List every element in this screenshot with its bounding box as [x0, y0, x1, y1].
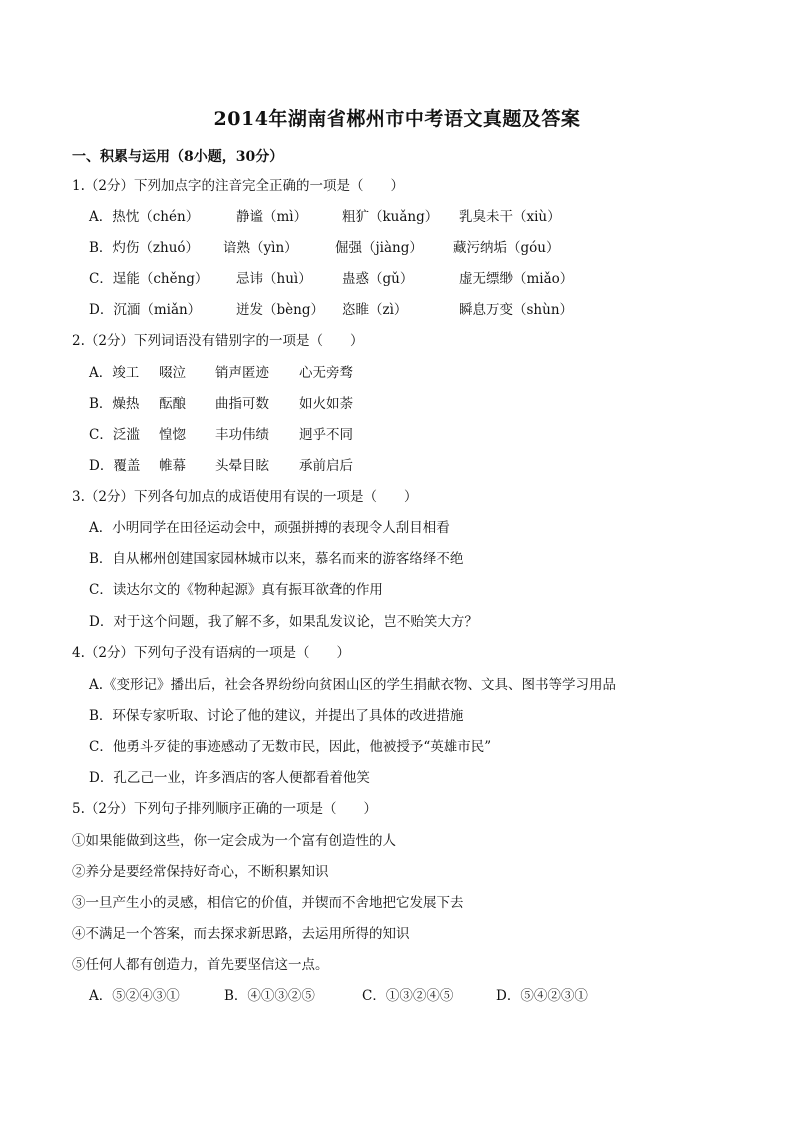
- q1-c-3: 蛊惑（gǔ）: [342, 271, 414, 287]
- section-heading: 一、积累与运用（8小题，30分）: [72, 149, 284, 165]
- q5-answer-b: B．④①③②⑤: [224, 988, 315, 1004]
- q1-b-2: 谙熟（yìn）: [223, 240, 298, 256]
- question-4-stem: 4.（2分）下列句子没有语病的一项是（ ）: [72, 645, 350, 661]
- q1-c-1: C．逞能（chěng）: [89, 271, 209, 287]
- q5-sentence-3: ③一旦产生小的灵感，相信它的价值，并锲而不舍地把它发展下去: [72, 895, 464, 911]
- q1-b-1: B．灼伤（zhuó）: [89, 240, 200, 256]
- q4-option-d: D．孔乙己一业，许多酒店的客人便都看着他笑: [89, 770, 370, 786]
- q2-b-1: B．燥热: [89, 396, 140, 412]
- q2-a-2: 啜泣: [159, 365, 186, 381]
- q5-sentence-4: ④不满足一个答案，而去探求新思路，去运用所得的知识: [72, 926, 410, 942]
- q3-option-b: B．自从郴州创建国家园林城市以来，慕名而来的游客络绎不绝: [89, 551, 464, 567]
- q1-a-2: 静谧（mì）: [236, 209, 308, 225]
- q2-c-4: 迥乎不同: [299, 427, 353, 443]
- q2-a-4: 心无旁骛: [299, 365, 353, 381]
- q2-a-1: A．竣工: [89, 365, 140, 381]
- q1-a-3: 粗犷（kuǎng）: [342, 209, 439, 225]
- q3-option-c: C．读达尔文的《物种起源》真有振耳欲聋的作用: [89, 582, 383, 598]
- q1-d-2: 迸发（bèng）: [236, 302, 324, 318]
- q5-answer-a: A．⑤②④③①: [89, 988, 180, 1004]
- q3-option-a: A．小明同学在田径运动会中，顽强拼搏的表现令人刮目相看: [89, 520, 450, 536]
- question-3-stem: 3.（2分）下列各句加点的成语使用有误的一项是（ ）: [72, 489, 418, 505]
- q2-c-1: C．泛滥: [89, 427, 140, 443]
- q2-c-3: 丰功伟绩: [215, 427, 269, 443]
- q1-b-4: 藏污纳垢（góu）: [453, 240, 560, 256]
- q5-answer-d: D．⑤④②③①: [496, 988, 588, 1004]
- question-5-stem: 5.（2分）下列句子排列顺序正确的一项是（ ）: [72, 801, 377, 817]
- q2-d-3: 头晕目眩: [215, 458, 269, 474]
- q2-c-2: 惶惚: [159, 427, 186, 443]
- question-2-stem: 2.（2分）下列词语没有错别字的一项是（ ）: [72, 333, 364, 349]
- q2-d-1: D．覆盖: [89, 458, 141, 474]
- q5-sentence-1: ①如果能做到这些，你一定会成为一个富有创造性的人: [72, 833, 396, 849]
- question-1-stem: 1.（2分）下列加点字的注音完全正确的一项是（ ）: [72, 178, 404, 194]
- q2-a-3: 销声匿迹: [215, 365, 269, 381]
- q4-option-b: B．环保专家听取、讨论了他的建议，并提出了具体的改进措施: [89, 708, 464, 724]
- q1-a-1: A．热忱（chén）: [89, 209, 200, 225]
- q4-option-a: A.《变形记》播出后，社会各界纷纷向贫困山区的学生捐献衣物、文具、图书等学习用品: [89, 677, 617, 693]
- q2-d-4: 承前启后: [299, 458, 353, 474]
- q3-option-d: D．对于这个问题，我了解不多，如果乱发议论，岂不贻笑大方？: [89, 614, 478, 630]
- q1-b-3: 倔强（jiàng）: [335, 240, 423, 256]
- q1-c-4: 虚无缥缈（miǎo）: [459, 271, 574, 287]
- q2-d-2: 帷幕: [159, 458, 186, 474]
- q1-d-3: 恣睢（zì）: [342, 302, 408, 318]
- q5-sentence-2: ②养分是要经常保持好奇心，不断积累知识: [72, 864, 329, 880]
- q1-d-1: D．沉湎（miǎn）: [89, 302, 202, 318]
- q2-b-4: 如火如荼: [299, 396, 353, 412]
- q1-d-4: 瞬息万变（shùn）: [459, 302, 574, 318]
- q5-sentence-5: ⑤任何人都有创造力，首先要坚信这一点。: [72, 957, 329, 973]
- q2-b-3: 曲指可数: [215, 396, 269, 412]
- q1-a-4: 乳臭未干（xiù）: [459, 209, 561, 225]
- q4-option-c: C．他勇斗歹徒的事迹感动了无数市民，因此，他被授予“英雄市民”: [89, 739, 492, 755]
- page-title: 2014年湖南省郴州市中考语文真题及答案: [213, 108, 581, 130]
- q2-b-2: 酝酿: [159, 396, 186, 412]
- q1-c-2: 忌讳（huì）: [236, 271, 312, 287]
- q5-answer-c: C．①③②④⑤: [362, 988, 454, 1004]
